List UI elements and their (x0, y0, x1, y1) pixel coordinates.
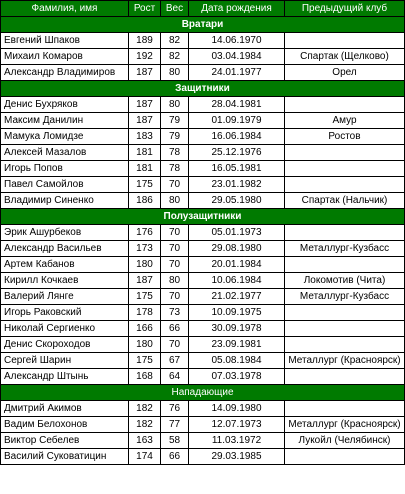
player-birth-date: 05.08.1984 (189, 353, 285, 369)
player-birth-date: 20.01.1984 (189, 257, 285, 273)
player-name: Павел Самойлов (1, 177, 129, 193)
player-name: Игорь Раковский (1, 305, 129, 321)
player-name: Михаил Комаров (1, 49, 129, 65)
player-row (1, 353, 405, 369)
player-name: Алексей Мазалов (1, 145, 129, 161)
player-previous-club (285, 305, 405, 321)
player-birth-date: 14.06.1970 (189, 33, 285, 49)
player-height: 186 (129, 193, 161, 209)
player-birth-date: 05.01.1973 (189, 225, 285, 241)
player-weight: 77 (161, 417, 189, 433)
player-name: Василий Суковатицин (1, 449, 129, 465)
player-weight: 70 (161, 177, 189, 193)
player-weight: 70 (161, 337, 189, 353)
player-weight: 79 (161, 129, 189, 145)
player-weight: 70 (161, 289, 189, 305)
player-birth-date: 14.09.1980 (189, 401, 285, 417)
player-weight: 66 (161, 321, 189, 337)
player-birth-date: 30.09.1978 (189, 321, 285, 337)
player-height: 181 (129, 145, 161, 161)
player-name: Максим Данилин (1, 113, 129, 129)
player-weight: 70 (161, 257, 189, 273)
player-weight: 80 (161, 65, 189, 81)
player-weight: 79 (161, 113, 189, 129)
player-row (1, 273, 405, 289)
player-birth-date: 29.05.1980 (189, 193, 285, 209)
player-height: 187 (129, 97, 161, 113)
header-name: Фамилия, имя (1, 1, 129, 17)
player-weight: 78 (161, 161, 189, 177)
player-row (1, 113, 405, 129)
player-name: Артем Кабанов (1, 257, 129, 273)
player-birth-date: 11.03.1972 (189, 433, 285, 449)
player-height: 180 (129, 337, 161, 353)
section-header-row (1, 385, 405, 401)
player-name: Денис Скороходов (1, 337, 129, 353)
player-height: 168 (129, 369, 161, 385)
player-birth-date: 29.03.1985 (189, 449, 285, 465)
player-row (1, 401, 405, 417)
player-weight: 67 (161, 353, 189, 369)
player-name: Эрик Ашурбеков (1, 225, 129, 241)
player-row (1, 129, 405, 145)
section-header-row (1, 17, 405, 33)
player-birth-date: 23.01.1982 (189, 177, 285, 193)
player-row (1, 49, 405, 65)
player-birth-date: 10.09.1975 (189, 305, 285, 321)
player-weight: 70 (161, 241, 189, 257)
player-previous-club (285, 161, 405, 177)
player-name: Вадим Белохонов (1, 417, 129, 433)
player-name: Мамука Ломидзе (1, 129, 129, 145)
player-weight: 82 (161, 49, 189, 65)
player-weight: 76 (161, 401, 189, 417)
section-header-row (1, 209, 405, 225)
player-weight: 58 (161, 433, 189, 449)
player-name: Александр Штынь (1, 369, 129, 385)
player-height: 187 (129, 273, 161, 289)
player-previous-club (285, 257, 405, 273)
player-previous-club: Ростов (285, 129, 405, 145)
player-row (1, 289, 405, 305)
player-birth-date: 16.06.1984 (189, 129, 285, 145)
player-row (1, 161, 405, 177)
player-row (1, 369, 405, 385)
player-height: 178 (129, 305, 161, 321)
player-height: 175 (129, 353, 161, 369)
player-birth-date: 29.08.1980 (189, 241, 285, 257)
player-row (1, 145, 405, 161)
player-previous-club (285, 321, 405, 337)
player-name: Сергей Шарин (1, 353, 129, 369)
player-birth-date: 28.04.1981 (189, 97, 285, 113)
player-row (1, 177, 405, 193)
player-birth-date: 24.01.1977 (189, 65, 285, 81)
player-row (1, 417, 405, 433)
player-row (1, 337, 405, 353)
player-height: 163 (129, 433, 161, 449)
player-height: 175 (129, 177, 161, 193)
player-height: 166 (129, 321, 161, 337)
player-previous-club: Лукойл (Челябинск) (285, 433, 405, 449)
player-name: Владимир Синенко (1, 193, 129, 209)
player-previous-club (285, 337, 405, 353)
player-birth-date: 03.04.1984 (189, 49, 285, 65)
player-birth-date: 16.05.1981 (189, 161, 285, 177)
player-previous-club: Металлург-Кузбасс (285, 289, 405, 305)
player-name: Игорь Попов (1, 161, 129, 177)
player-name: Евгений Шпаков (1, 33, 129, 49)
player-name: Александр Владимиров (1, 65, 129, 81)
section-title: Вратари (1, 17, 405, 33)
player-birth-date: 23.09.1981 (189, 337, 285, 353)
player-height: 181 (129, 161, 161, 177)
player-row (1, 305, 405, 321)
player-previous-club (285, 449, 405, 465)
player-name: Николай Сергиенко (1, 321, 129, 337)
player-previous-club (285, 177, 405, 193)
player-weight: 80 (161, 193, 189, 209)
player-row (1, 225, 405, 241)
player-weight: 78 (161, 145, 189, 161)
section-title: Нападающие (1, 385, 405, 401)
player-name: Виктор Себелев (1, 433, 129, 449)
header-weight: Вес (161, 1, 189, 17)
roster-body (1, 17, 405, 465)
player-row (1, 33, 405, 49)
player-row (1, 97, 405, 113)
player-previous-club: Орел (285, 65, 405, 81)
player-row (1, 65, 405, 81)
player-height: 176 (129, 225, 161, 241)
player-row (1, 433, 405, 449)
player-weight: 82 (161, 33, 189, 49)
player-weight: 80 (161, 273, 189, 289)
player-name: Валерий Лянге (1, 289, 129, 305)
player-previous-club: Спартак (Нальчик) (285, 193, 405, 209)
player-height: 183 (129, 129, 161, 145)
player-previous-club (285, 225, 405, 241)
player-birth-date: 21.02.1977 (189, 289, 285, 305)
player-height: 182 (129, 417, 161, 433)
player-height: 173 (129, 241, 161, 257)
header-club: Предыдущий клуб (285, 1, 405, 17)
player-row (1, 241, 405, 257)
player-height: 192 (129, 49, 161, 65)
player-previous-club (285, 33, 405, 49)
player-height: 174 (129, 449, 161, 465)
player-row (1, 321, 405, 337)
player-previous-club (285, 97, 405, 113)
player-height: 187 (129, 65, 161, 81)
player-height: 180 (129, 257, 161, 273)
section-title: Защитники (1, 81, 405, 97)
player-previous-club (285, 145, 405, 161)
player-previous-club: Металлург (Красноярск) (285, 417, 405, 433)
player-weight: 80 (161, 97, 189, 113)
player-weight: 64 (161, 369, 189, 385)
section-header-row (1, 81, 405, 97)
player-weight: 70 (161, 225, 189, 241)
player-height: 189 (129, 33, 161, 49)
player-row (1, 193, 405, 209)
header-birth: Дата рождения (189, 1, 285, 17)
player-previous-club: Амур (285, 113, 405, 129)
player-birth-date: 25.12.1976 (189, 145, 285, 161)
player-birth-date: 07.03.1978 (189, 369, 285, 385)
player-row (1, 257, 405, 273)
player-height: 182 (129, 401, 161, 417)
player-previous-club: Металлург (Красноярск) (285, 353, 405, 369)
player-previous-club (285, 401, 405, 417)
player-name: Кирилл Кочкаев (1, 273, 129, 289)
player-previous-club: Металлург-Кузбасс (285, 241, 405, 257)
player-row (1, 449, 405, 465)
player-weight: 73 (161, 305, 189, 321)
player-birth-date: 10.06.1984 (189, 273, 285, 289)
player-birth-date: 01.09.1979 (189, 113, 285, 129)
player-weight: 66 (161, 449, 189, 465)
player-name: Дмитрий Акимов (1, 401, 129, 417)
player-height: 187 (129, 113, 161, 129)
player-previous-club: Локомотив (Чита) (285, 273, 405, 289)
player-height: 175 (129, 289, 161, 305)
player-previous-club (285, 369, 405, 385)
section-title: Полузащитники (1, 209, 405, 225)
header-height: Рост (129, 1, 161, 17)
header-row (1, 1, 405, 17)
player-previous-club: Спартак (Щелково) (285, 49, 405, 65)
player-birth-date: 12.07.1973 (189, 417, 285, 433)
player-name: Александр Васильев (1, 241, 129, 257)
player-name: Денис Бухряков (1, 97, 129, 113)
